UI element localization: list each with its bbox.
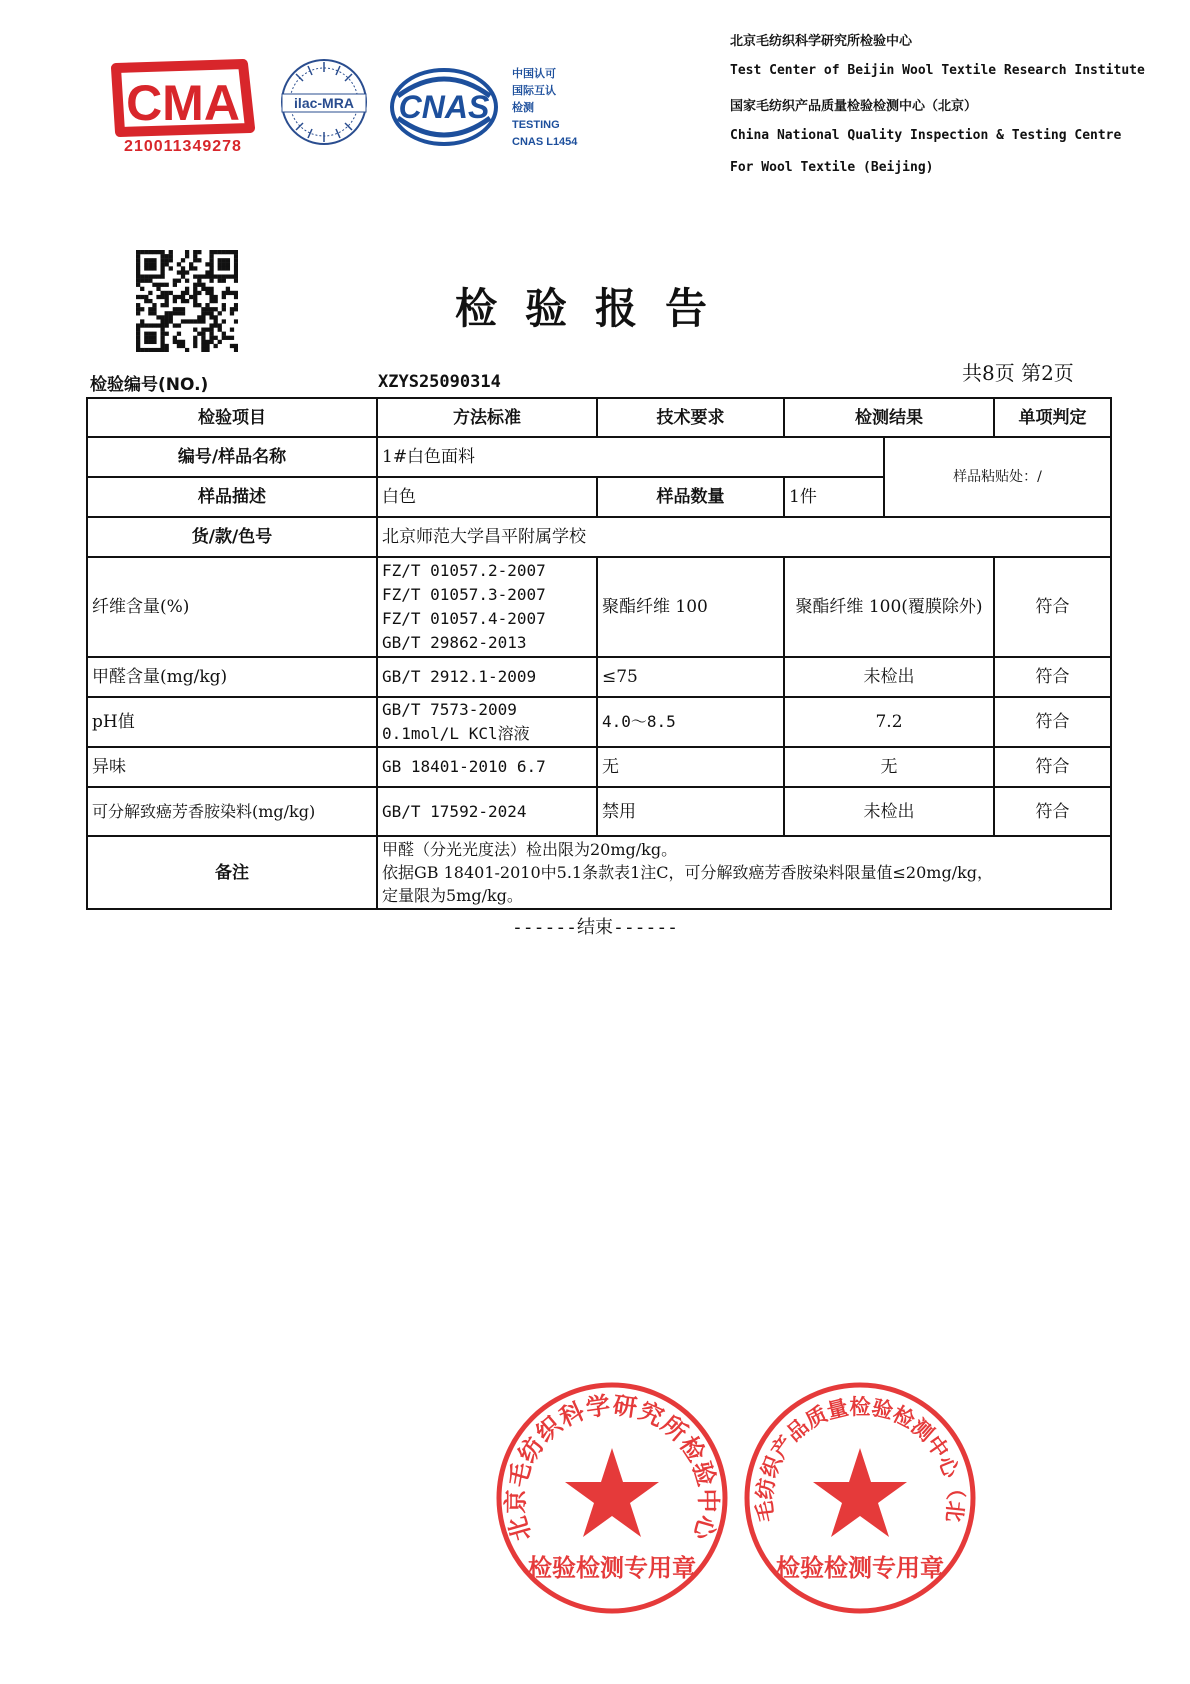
- lab-name-en: Test Center of Beijin Wool Textile Research Institute: [730, 63, 1145, 78]
- row-judgement: 符合: [994, 697, 1111, 747]
- center-name-cn: 国家毛纺织产品质量检验检测中心（北京）: [730, 99, 978, 114]
- row-requirement: 无: [597, 747, 784, 787]
- sample-id-value: 1#白色面料: [377, 437, 884, 477]
- lab-name-cn: 北京毛纺织科学研究所检验中心: [730, 34, 913, 49]
- method-line: FZ/T 01057.3-2007: [382, 585, 546, 604]
- sample-id-label: 编号/样品名称: [87, 437, 377, 477]
- col-header-result: 检测结果: [784, 398, 994, 437]
- remarks-label: 备注: [87, 836, 377, 909]
- method-line: FZ/T 01057.4-2007: [382, 609, 546, 628]
- page-indicator: 共8页 第2页: [962, 361, 1074, 385]
- report-number-label: 检验编号(NO.): [90, 375, 209, 395]
- row-method: [377, 697, 597, 747]
- table-row: [87, 787, 1111, 836]
- goods-row: [87, 517, 1111, 557]
- seal-right: [740, 1378, 980, 1618]
- goods-value: 北京师范大学昌平附属学校: [377, 517, 1111, 557]
- center-name-en-line2: For Wool Textile (Beijing): [730, 160, 934, 175]
- ilac-mra-logo: [278, 56, 370, 148]
- sample-desc-label: 样品描述: [87, 477, 377, 517]
- row-result: 7.2: [784, 697, 994, 747]
- seal-right-bottom: 检验检测专用章: [776, 1553, 944, 1582]
- col-header-method: 方法标准: [377, 398, 597, 437]
- table-row: [87, 657, 1111, 697]
- ilac-text: ilac-MRA: [294, 95, 354, 111]
- sample-sticker-area: 样品粘贴处：/: [884, 437, 1111, 517]
- row-judgement: 符合: [994, 787, 1111, 836]
- table-header-row: [87, 398, 1111, 437]
- sample-desc-value: 白色: [377, 477, 597, 517]
- row-method: [377, 657, 597, 697]
- cnas-note-line: TESTING: [512, 119, 560, 131]
- method-line: GB 18401-2010 6.7: [382, 757, 546, 776]
- cnas-note-line: 中国认可: [512, 68, 556, 80]
- row-item: 甲醛含量(mg/kg): [87, 657, 377, 697]
- report-number-value: XZYS25090314: [378, 372, 501, 392]
- row-requirement: 4.0～8.5: [597, 697, 784, 747]
- cma-letters: CMA: [126, 75, 240, 131]
- remarks-text: [377, 836, 1111, 909]
- col-header-requirement: 技术要求: [597, 398, 784, 437]
- method-line: GB/T 2912.1-2009: [382, 667, 537, 686]
- cnas-note-line: 国际互认: [512, 85, 556, 97]
- col-header-item: 检验项目: [87, 398, 377, 437]
- method-line: GB/T 29862-2013: [382, 633, 527, 652]
- seal-left-ring: 北京毛纺织科学研究所检验中心: [500, 1390, 724, 1545]
- col-header-judgement: 单项判定: [994, 398, 1111, 437]
- seal-right-star-icon: [813, 1448, 907, 1537]
- cma-code: 210011349278: [124, 138, 242, 155]
- remark-line: 依据GB 18401-2010中5.1条款表1注C，可分解致癌芳香胺染料限量值≤20mg/kg，: [382, 863, 994, 882]
- sample-qty-label: 样品数量: [597, 477, 784, 517]
- row-item: 异味: [87, 747, 377, 787]
- cma-logo: [108, 58, 258, 162]
- row-result: 未检出: [784, 657, 994, 697]
- sample-qty-value: 1件: [784, 477, 884, 517]
- end-mark: ------结束------: [511, 917, 679, 938]
- inspection-table: [86, 397, 1112, 910]
- seal-left-bottom: 检验检测专用章: [528, 1553, 696, 1582]
- table-row: [87, 557, 1111, 657]
- row-method: [377, 747, 597, 787]
- row-method: [377, 787, 597, 836]
- row-result: 无: [784, 747, 994, 787]
- row-requirement: 聚酯纤维 100: [597, 557, 784, 657]
- cnas-note: [512, 66, 577, 151]
- row-item: pH值: [87, 697, 377, 747]
- cnas-logo: [388, 66, 500, 148]
- center-name-en-line1: China National Quality Inspection & Testing Centre: [730, 128, 1122, 143]
- cnas-note-line: CNAS L1454: [512, 136, 578, 148]
- row-item: 纤维含量(%): [87, 557, 377, 657]
- row-requirement: 禁用: [597, 787, 784, 836]
- method-line: 0.1mol/L KCl溶液: [382, 724, 530, 743]
- table-row: [87, 697, 1111, 747]
- report-title: 检验报告: [454, 284, 735, 333]
- remark-line: 甲醛（分光光度法）检出限为20mg/kg。: [382, 840, 678, 859]
- seal-left: [492, 1378, 732, 1618]
- cnas-logo-text: CNAS: [398, 89, 490, 125]
- row-method: [377, 557, 597, 657]
- method-line: GB/T 17592-2024: [382, 801, 527, 821]
- remarks-row: [87, 836, 1111, 909]
- cnas-note-line: 检测: [512, 102, 534, 114]
- method-line: FZ/T 01057.2-2007: [382, 561, 546, 580]
- method-line: GB/T 7573-2009: [382, 700, 517, 719]
- row-item: 可分解致癌芳香胺染料(mg/kg): [87, 787, 377, 836]
- row-result: 未检出: [784, 787, 994, 836]
- seal-right-ring: 毛纺织产品质量检验检测中心（北: [751, 1393, 969, 1524]
- goods-label: 货/款/色号: [87, 517, 377, 557]
- row-result: 聚酯纤维 100(覆膜除外): [784, 557, 994, 657]
- row-requirement: ≤75: [597, 657, 784, 697]
- row-judgement: 符合: [994, 557, 1111, 657]
- row-judgement: 符合: [994, 747, 1111, 787]
- seal-left-star-icon: [565, 1448, 659, 1537]
- sample-id-row: [87, 437, 1111, 477]
- table-row: [87, 747, 1111, 787]
- remark-line: 定量限为5mg/kg。: [382, 886, 523, 905]
- row-judgement: 符合: [994, 657, 1111, 697]
